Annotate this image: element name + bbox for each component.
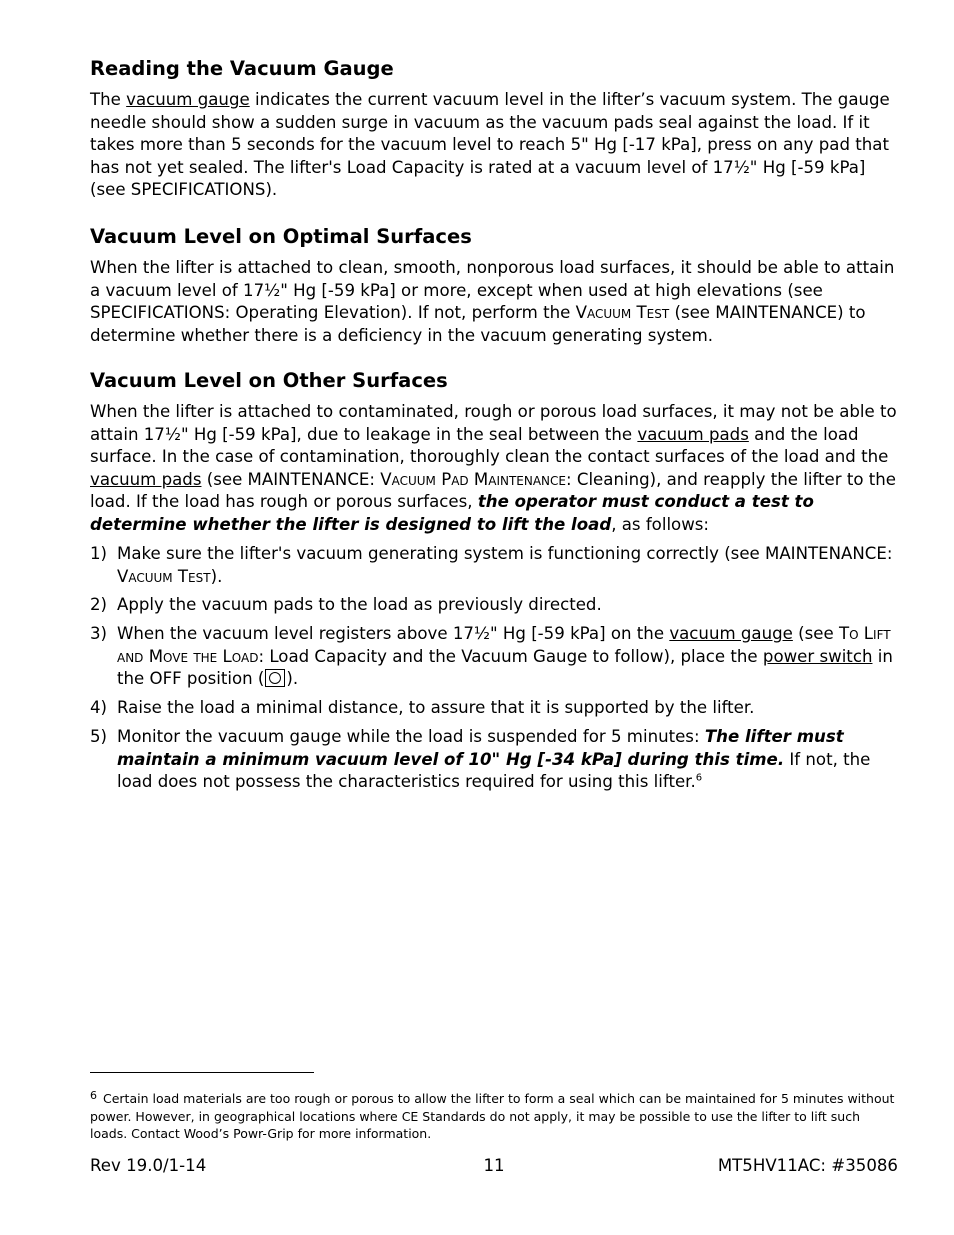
footnote: 6 Certain load materials are too rough or porous to allow the lifter to form a seal which can be maintained for 5 minutes without power. However, in geographical locations where CE Standards do not apply, it may be possible to use the lifter to lift such loads. Contact Wood’s Powr-Grip for more information. [90, 1089, 895, 1141]
paragraph-reading-gauge: The vacuum gauge indicates the current vacuum level in the lifter’s vacuum system. The gauge needle should show a sudden surge in vacuum as the vacuum pads seal against the load. If it takes more than 5 seconds for the vacuum level to reach 5" Hg [-17 kPa], press on any pad that has not yet sealed. The lifter's Load Capacity is rated at a vacuum level of 17½" Hg [-59 kPa] (see SPECIFICATIONS). [90, 90, 890, 199]
footnote-reference: 6 [695, 772, 703, 784]
vacuum-gauge-link: vacuum gauge [126, 90, 250, 109]
paragraph-optimal-surfaces: When the lifter is attached to clean, smooth, nonporous load surfaces, it should be able to attain a vacuum level of 17½" Hg [-59 kPa] or more, except when used at high elevations (see SPECIFICATIONS: Operating Elevation). If not, perform the Vacuum Test (see MAINTENANCE) to determine whether there is a deficiency in the vacuum generating system. [90, 258, 895, 345]
footnote-separator [90, 1072, 314, 1073]
vacuum-pads-link: vacuum pads [637, 424, 749, 444]
emphasis-minimum-vacuum: The lifter must maintain a minimum vacuum level of 10" Hg [-34 kPa] during this time. [117, 727, 844, 769]
revision-label: Rev 19.0/1-14 [90, 1156, 207, 1175]
section-title-other-surfaces: Vacuum Level on Other Surfaces [90, 369, 448, 392]
paragraph-other-surfaces: When the lifter is attached to contaminated, rough or porous load surfaces, it may not be able to attain 17½" Hg [-59 kPa], due to leakage in the seal between the vacuum pads and the load surface. In the case of contamination, thoroughly clean the contact surfaces of the load and the vacuum pads (see MAINTENANCE: Vacuum Pad Maintenance: Cleaning), and reapply the lifter to the load. If the load has rough or porous surfaces, the operator must conduct a test to determine whether the lifter is designed to lift the load, as follows: [90, 402, 897, 534]
document-id: MT5HV11AC: #35086 [717, 1156, 898, 1175]
section-title-reading-gauge: Reading the Vacuum Gauge [90, 57, 394, 80]
power-switch-link: power switch [762, 646, 873, 666]
vacuum-gauge-link: vacuum gauge [669, 624, 793, 643]
power-off-circle-icon [265, 669, 285, 687]
vacuum-pads-link: vacuum pads [90, 469, 202, 489]
section-title-optimal-surfaces: Vacuum Level on Optimal Surfaces [90, 225, 472, 248]
page-number: 11 [483, 1156, 505, 1175]
emphasis-test-required: the operator must conduct a test to determine whether the lifter is designed to lift the load [90, 492, 814, 534]
